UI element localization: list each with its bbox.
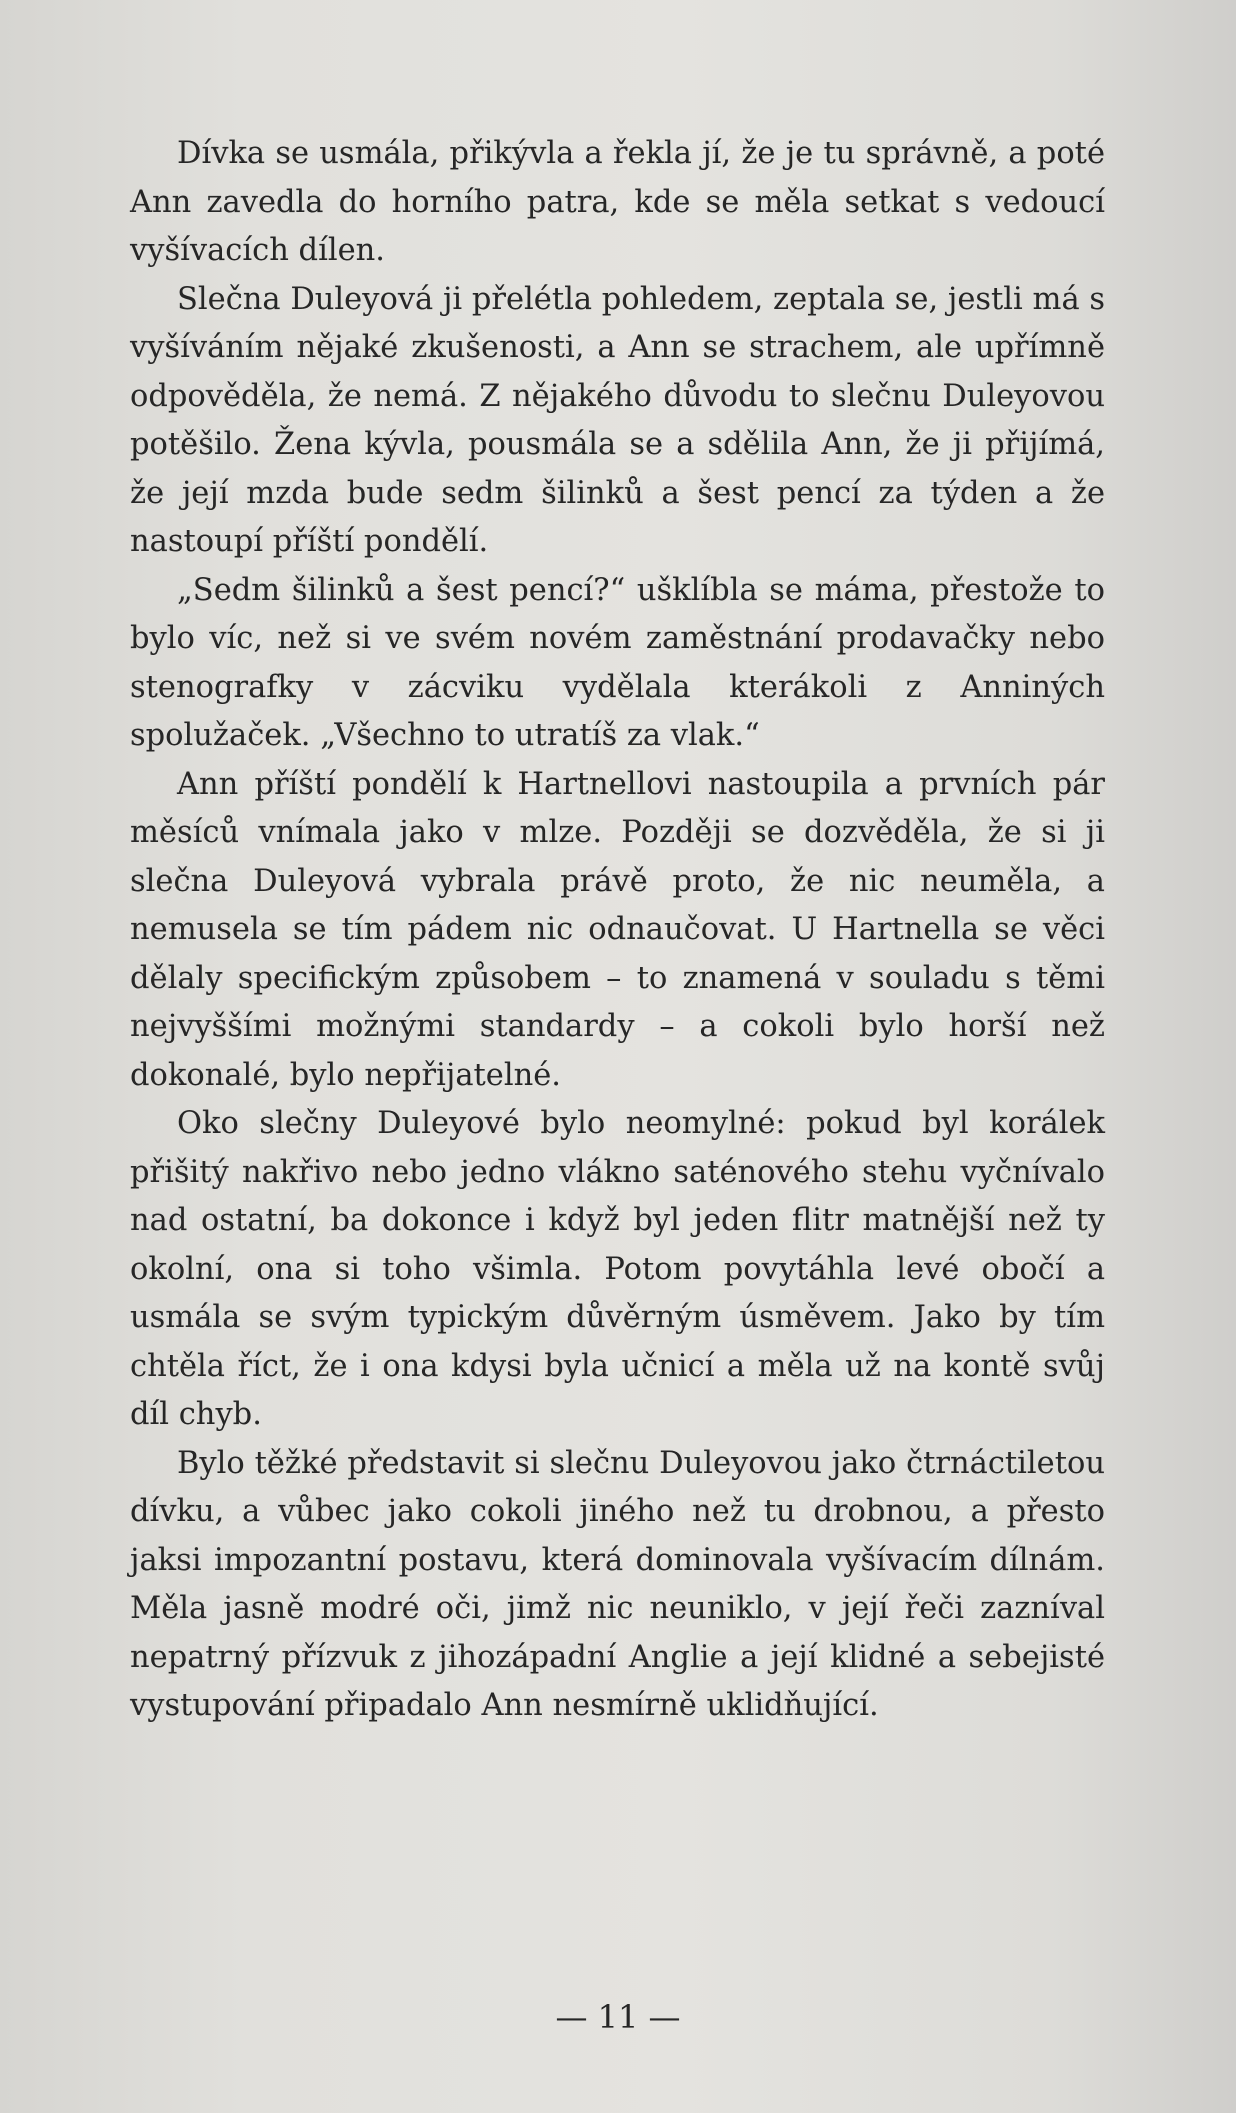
paragraph-5: Oko slečny Duleyové bylo neomylné: pokud byl korálek přišitý nakřivo nebo jedno vlákno saténového stehu vyčnívalo nad ostatní, ba dokonce i když byl jeden flitr matnější než ty okolní, ona si toho všimla. Potom povytáhla levé obočí a usmála se svým typickým důvěrným úsměvem. Jako by tím chtěla říct, že i ona kdysi byla učnicí a měla už na kontě svůj díl chyb. — [130, 1106, 1105, 1432]
body-text — [130, 130, 1105, 1731]
paragraph-6: Bylo těžké představit si slečnu Duleyovou jako čtrnáctiletou dívku, a vůbec jako cokoli jiného než tu drobnou, a přesto jaksi impozantní postavu, která dominovala vyšívacím dílnám. Měla jasně modré oči, jimž nic neuniklo, v její řeči zazníval nepatrný přízvuk z jihozápadní Anglie a její klidné a sebejisté vystupování připadalo Ann nesmírně uklidňující. — [130, 1445, 1105, 1723]
paragraph-3: „Sedm šilinků a šest pencí?“ ušklíbla se máma, přestože to bylo víc, než si ve svém novém zaměstnání prodavačky nebo stenografky v zácviku vydělala kterákoli z Anniných spolužaček. „Všechno to utratíš za vlak.“ — [130, 572, 1105, 753]
paragraph-2: Slečna Duleyová ji přelétla pohledem, zeptala se, jestli má s vyšíváním nějaké zkušenosti, a Ann se strachem, ale upřímně odpověděla, že nemá. Z nějakého důvodu to slečnu Duleyovou potěšilo. Žena kývla, pousmála se a sdělila Ann, že ji přijímá, že její mzda bude sedm šilinků a šest pencí za týden a že nastoupí příští pondělí. — [130, 281, 1105, 559]
paragraph-1: Dívka se usmála, přikývla a řekla jí, že je tu správně, a poté Ann zavedla do horního patra, kde se měla setkat s vedoucí vyšívacích dílen. — [130, 136, 1105, 268]
paragraph-4: Ann příští pondělí k Hartnellovi nastoupila a prvních pár měsíců vnímala jako v mlze. Později se dozvěděla, že si ji slečna Duleyová vybrala právě proto, že nic neuměla, a nemusela se tím pádem nic odnaučovat. U Hartnella se věci dělaly specifickým způsobem – to znamená v souladu s těmi nejvyššími možnými standardy – a cokoli bylo horší než dokonalé, bylo nepřijatelné. — [130, 766, 1105, 1093]
page-number: — 11 — — [555, 1998, 681, 2036]
